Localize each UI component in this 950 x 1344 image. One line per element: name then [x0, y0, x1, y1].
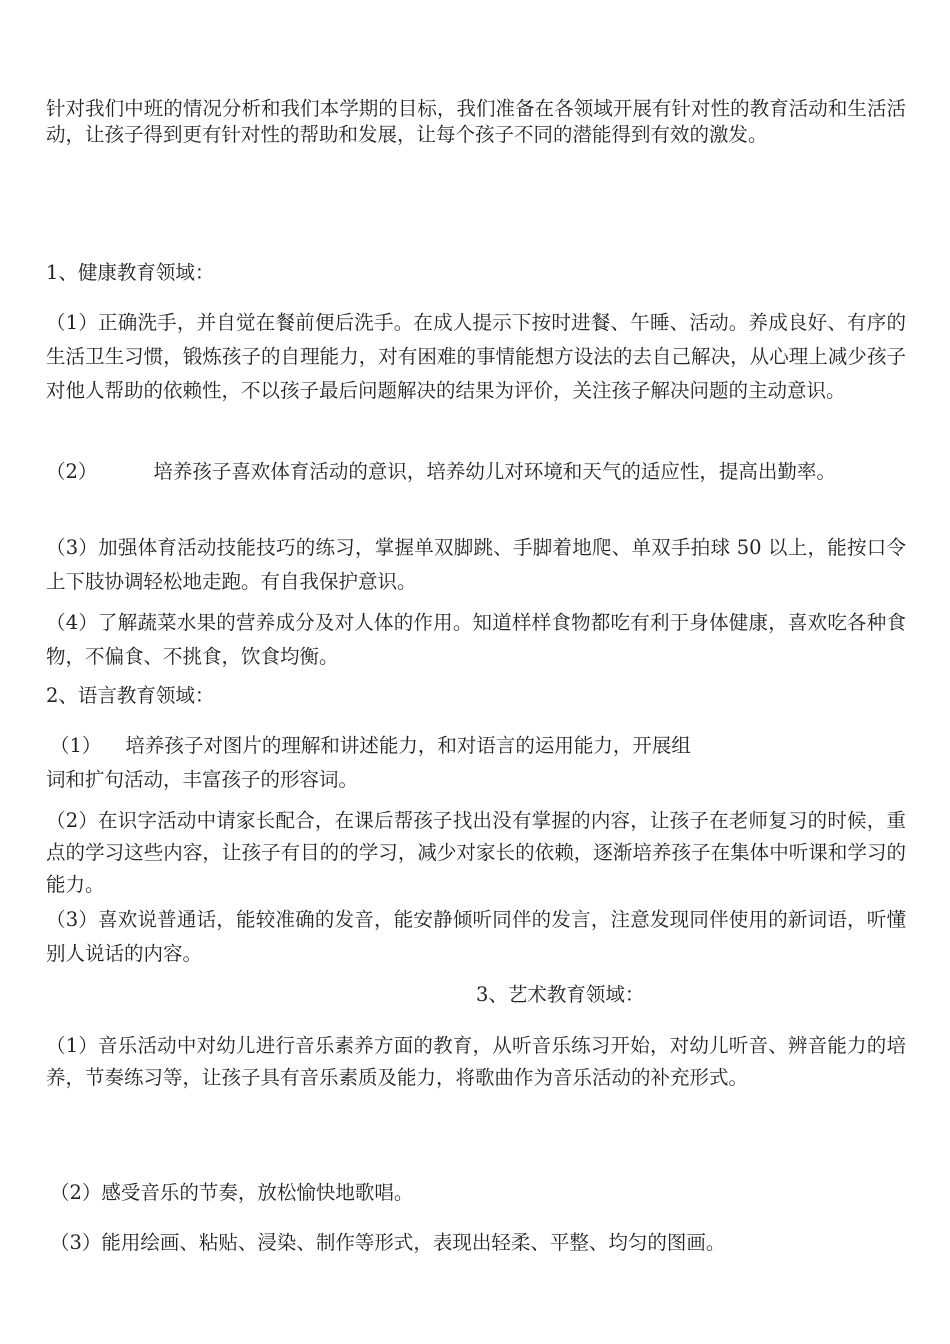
- language-item-3: （3）喜欢说普通话，能较准确的发音，能安静倾听同伴的发言，注意发现同伴使用的新词语，听懂别人说话的内容。: [46, 908, 906, 965]
- art-item-1: （1）音乐活动中对幼儿进行音乐素养方面的教育，从听音乐练习开始，对幼儿听音、辨音能力的培养，节奏练习等，让孩子具有音乐素质及能力，将歌曲作为音乐活动的补充形式。: [46, 1034, 906, 1089]
- language-item-2: （2）在识字活动中请家长配合，在课后帮孩子找出没有掌握的内容，让孩子在老师复习的时候，重点的学习这些内容，让孩子有目的的学习，减少对家长的依赖，逐渐培养孩子在集体中听课和学习的能力。: [46, 809, 906, 896]
- section-heading-art: 3、艺术教育领域：: [476, 983, 645, 1006]
- health-item-2: [46, 455, 906, 489]
- health-item-1: （1）正确洗手，并自觉在餐前便后洗手。在成人提示下按时进餐、午睡、活动。养成良好、有序的生活卫生习惯，锻炼孩子的自理能力，对有困难的事情能想方设法的去自己解决，从心理上减少孩子对他人帮助的依赖性，不以孩子最后问题解决的结果为评价，关注孩子解决问题的主动意识。: [46, 311, 906, 402]
- language-item-1-continuation: 词和扩句活动，丰富孩子的形容词。: [46, 768, 359, 791]
- language-item-1: [50, 731, 691, 761]
- art-item-2: （2）感受音乐的节奏，放松愉快地歌唱。: [50, 1181, 414, 1204]
- language-item-1-number: （1）: [50, 734, 102, 757]
- health-item-4: （4）了解蔬菜水果的营养成分及对人体的作用。知道样样食物都吃有利于身体健康，喜欢吃各种食物，不偏食、不挑食，饮食均衡。: [46, 611, 906, 668]
- intro-paragraph: 针对我们中班的情况分析和我们本学期的目标，我们准备在各领域开展有针对性的教育活动和生活活动，让孩子得到更有针对性的帮助和发展，让每个孩子不同的潜能得到有效的激发。: [46, 97, 906, 146]
- health-item-2-number: （2）: [46, 460, 98, 483]
- section-heading-language: 2、语言教育领域：: [46, 684, 215, 707]
- health-item-2-text: 培养孩子喜欢体育活动的意识，培养幼儿对环境和天气的适应性，提高出勤率。: [153, 460, 836, 483]
- art-item-3: （3）能用绘画、粘贴、浸染、制作等形式，表现出轻柔、平整、均匀的图画。: [50, 1231, 726, 1254]
- language-item-1-text: 培养孩子对图片的理解和讲述能力，和对语言的运用能力，开展组: [125, 734, 691, 757]
- section-heading-health: 1、健康教育领域：: [46, 261, 215, 284]
- health-item-3: （3）加强体育活动技能技巧的练习，掌握单双脚跳、手脚着地爬、单双手拍球 50 以上，能按口令上下肢协调轻松地走跑。有自我保护意识。: [46, 536, 906, 593]
